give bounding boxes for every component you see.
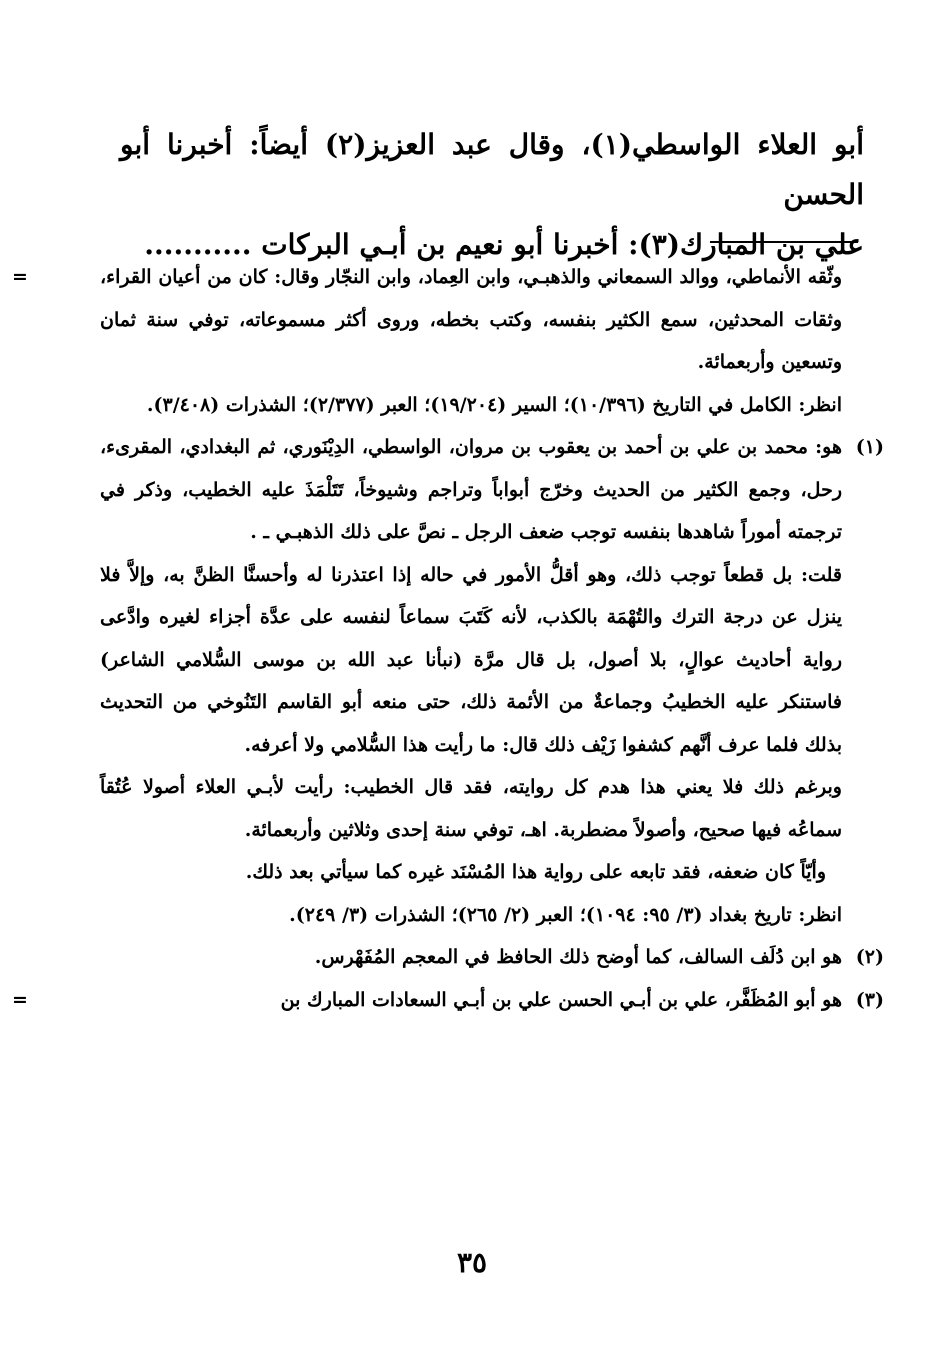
footnote-paragraph: هو أبو المُظَفَّر، علي بن أبـي الحسن علي بن أبـي السعادات المبارك بن [280,988,842,1011]
footnote-number: (٢) [855,946,884,968]
main-text [120,120,864,270]
main-text-line: أبو العلاء الواسطي(١)، وقال عبد العزيز(٢) أيضاً: أخبرنا أبو الحسن [120,128,864,211]
footnote-separator [710,241,858,243]
footnote-number: (١) [855,436,884,458]
main-text-line: علي بن المبارك(٣): أخبرنا أبو نعيم بن أبـي البركات ........... [144,228,864,261]
footnote-1-paragraph [100,851,884,894]
footnote-paragraph: وبرغم ذلك فلا يعني هذا هدم كل روايته، فقد قال الخطيب: رأيت لأبـي العلاء أصولا عُتُقاً سماعُه فيها صحيح، وأصولاً مضطربة. اهـ، توفي سنة إحدى وثلاثين وأربعمائة. [100,776,842,841]
footnote-paragraph: انظر: تاريخ بغداد (٣/ ٩٥: ١٠٩٤)؛ العبر (٢/ ٢٦٥)؛ الشذرات (٣/ ٢٤٩). [289,903,842,926]
footnotes [12,256,884,1021]
footnote-number: (٣) [855,988,884,1011]
page-number: ٣٥ [456,1246,488,1279]
footnote-1 [100,426,884,554]
footnote-paragraph: هو: محمد بن علي بن أحمد بن يعقوب بن مروان، الواسطي، الدِيْنَوري، ثم البغدادي، المقرىء، رحل، وجمع الكثير من الحديث وخرّج أبواباً وتراجم وشيوخاً، تَتَلْمَذَ عليه الخطيب، وذكر في ترجمته أموراً شاهدها بنفسه توجب ضعف الرجل ـ نصَّ على ذلك الذهبـي ـ . [100,436,842,543]
footnote-paragraph: انظر: الكامل في التاريخ (١٠/٣٩٦)؛ السير (١٩/٢٠٤)؛ العبر (٢/٣٧٧)؛ الشذرات (٣/٤٠٨). [146,393,842,416]
footnote-1-paragraph [100,766,884,851]
footnote-reference [100,384,884,427]
footnote-paragraph: وثّقه الأنماطي، ووالد السمعاني والذهبـي، وابن العِماد، وابن النجّار وقال: كان من أعيان القراء، وثقات المحدثين، سمع الكثير بنفسه، وكتب بخطه، وروى أكثر مسموعاته، توفي سنة ثمان وتسعين وأربعمائة. [100,266,842,373]
continuation-marker: = [12,988,28,1011]
footnote-1-paragraph [100,554,884,767]
footnote-paragraph: قلت: بل قطعاً توجب ذلك، وهو أقلُّ الأمور في حاله إذا اعتذرنا له وأحسنَّا الظنَّ به، وإلاَّ فلا ينزل عن درجة الترك والتُهْمَة بالكذب، لأنه كَتَبَ سماعاً لنفسه على عدَّة أجزاء لغيره وادَّعى رواية أحاديث عوالٍ، بلا أصول، بل قال مرَّة (نبأنا عبد الله بن موسى السُّلامي الشاعر) فاستنكر عليه الخطيبُ وجماعةٌ من الأئمة ذلك، حتى منعه أبو القاسم التَنُوخي من التحديث بذلك فلما عرف أنَّهم كشفوا زَيْف ذلك قال: ما رأيت هذا السُّلامي ولا أعرفه. [100,563,842,756]
footnote-paragraph: وأيّاً كان ضعفه، فقد تابعه على رواية هذا المُسْنَد غيره كما سيأتي بعد ذلك. [245,861,826,883]
footnote-2 [100,936,884,979]
footnote-1-reference [100,894,884,937]
continuation-marker: = [12,266,28,288]
footnote-3 [12,979,884,1022]
footnote-paragraph: هو ابن دُلَف السالف، كما أوضح ذلك الحافظ في المعجم المُفَهْرس. [314,946,842,968]
footnote-continuation [12,256,884,384]
